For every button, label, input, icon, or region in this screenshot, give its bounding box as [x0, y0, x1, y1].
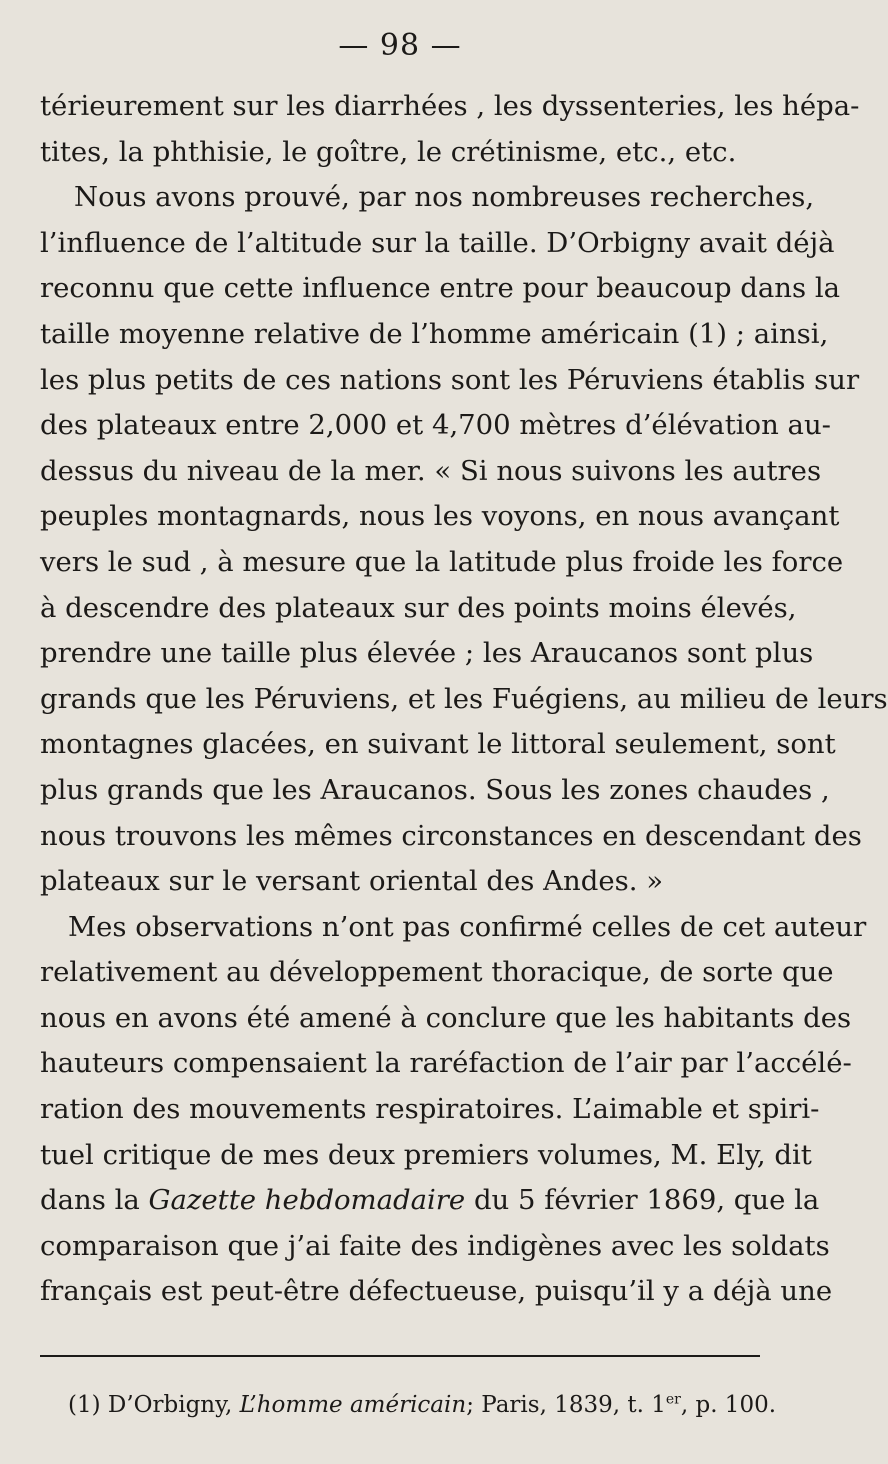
text-line: dessus du niveau de la mer. « Si nous suivons les autres	[40, 454, 822, 487]
text-line: taille moyenne relative de l’homme américain (1) ; ainsi,	[40, 317, 829, 350]
text-line: à descendre des plateaux sur des points moins élevés,	[40, 591, 797, 624]
footnote-text: ; Paris, 1839, t. 1	[466, 1392, 666, 1418]
text-segment: dans la	[40, 1184, 140, 1217]
footnote-marker: (1) D’Orbigny,	[68, 1392, 233, 1418]
footnote	[68, 1390, 777, 1420]
text-line	[40, 1178, 820, 1224]
text-line: l’influence de l’altitude sur la taille. D’Orbigny avait déjà	[40, 226, 835, 259]
journal-title: Gazette hebdomadaire	[148, 1184, 466, 1217]
text-line: des plateaux entre 2,000 et 4,700 mètres d’élévation au-	[40, 409, 831, 442]
text-line: nous en avons été amené à conclure que les habitants des	[40, 1001, 852, 1034]
footnote-text: , p. 100.	[680, 1392, 777, 1418]
text-line: français est peut-être défectueuse, puisqu’il y a déjà une	[40, 1275, 833, 1308]
footnote-superscript: er	[665, 1391, 681, 1408]
text-line: les plus petits de ces nations sont les Péruviens établis sur	[40, 363, 860, 396]
footnote-title: L’homme américain	[239, 1392, 467, 1418]
text-line: ration des mouvements respiratoires. L’aimable et spiri-	[40, 1093, 820, 1126]
page-number: — 98 —	[338, 28, 462, 63]
text-line: hauteurs compensaient la raréfaction de l’air par l’accélé-	[40, 1047, 852, 1080]
text-line: montagnes glacées, en suivant le littoral seulement, sont	[40, 728, 836, 761]
text-line: peuples montagnards, nous les voyons, en nous avançant	[40, 500, 840, 533]
footnote-rule	[40, 1355, 760, 1357]
text-line: Nous avons prouvé, par nos nombreuses recherches,	[74, 181, 815, 214]
text-line: plateaux sur le versant oriental des Andes. »	[40, 865, 664, 898]
text-line: vers le sud , à mesure que la latitude plus froide les force	[40, 545, 844, 578]
text-line: térieurement sur les diarrhées , les dyssenteries, les hépa-	[40, 90, 860, 122]
text-line: relativement au développement thoracique, de sorte que	[40, 956, 834, 989]
text-segment: du 5 février 1869, que la	[473, 1184, 820, 1217]
text-line: reconnu que cette influence entre pour beaucoup dans la	[40, 272, 841, 305]
text-line: comparaison que j’ai faite des indigènes avec les soldats	[40, 1229, 830, 1262]
text-line: Mes observations n’ont pas confirmé celles de cet auteur	[68, 910, 867, 943]
body-text	[40, 84, 888, 1315]
text-line: tuel critique de mes deux premiers volumes, M. Ely, dit	[40, 1138, 812, 1171]
text-line: nous trouvons les mêmes circonstances en descendant des	[40, 819, 862, 852]
text-line: grands que les Péruviens, et les Fuégiens, au milieu de leurs	[40, 682, 888, 715]
text-line: prendre une taille plus élevée ; les Araucanos sont plus	[40, 637, 814, 670]
text-line: tites, la phthisie, le goître, le crétinisme, etc., etc.	[40, 135, 737, 168]
text-line: plus grands que les Araucanos. Sous les zones chaudes ,	[40, 773, 830, 806]
